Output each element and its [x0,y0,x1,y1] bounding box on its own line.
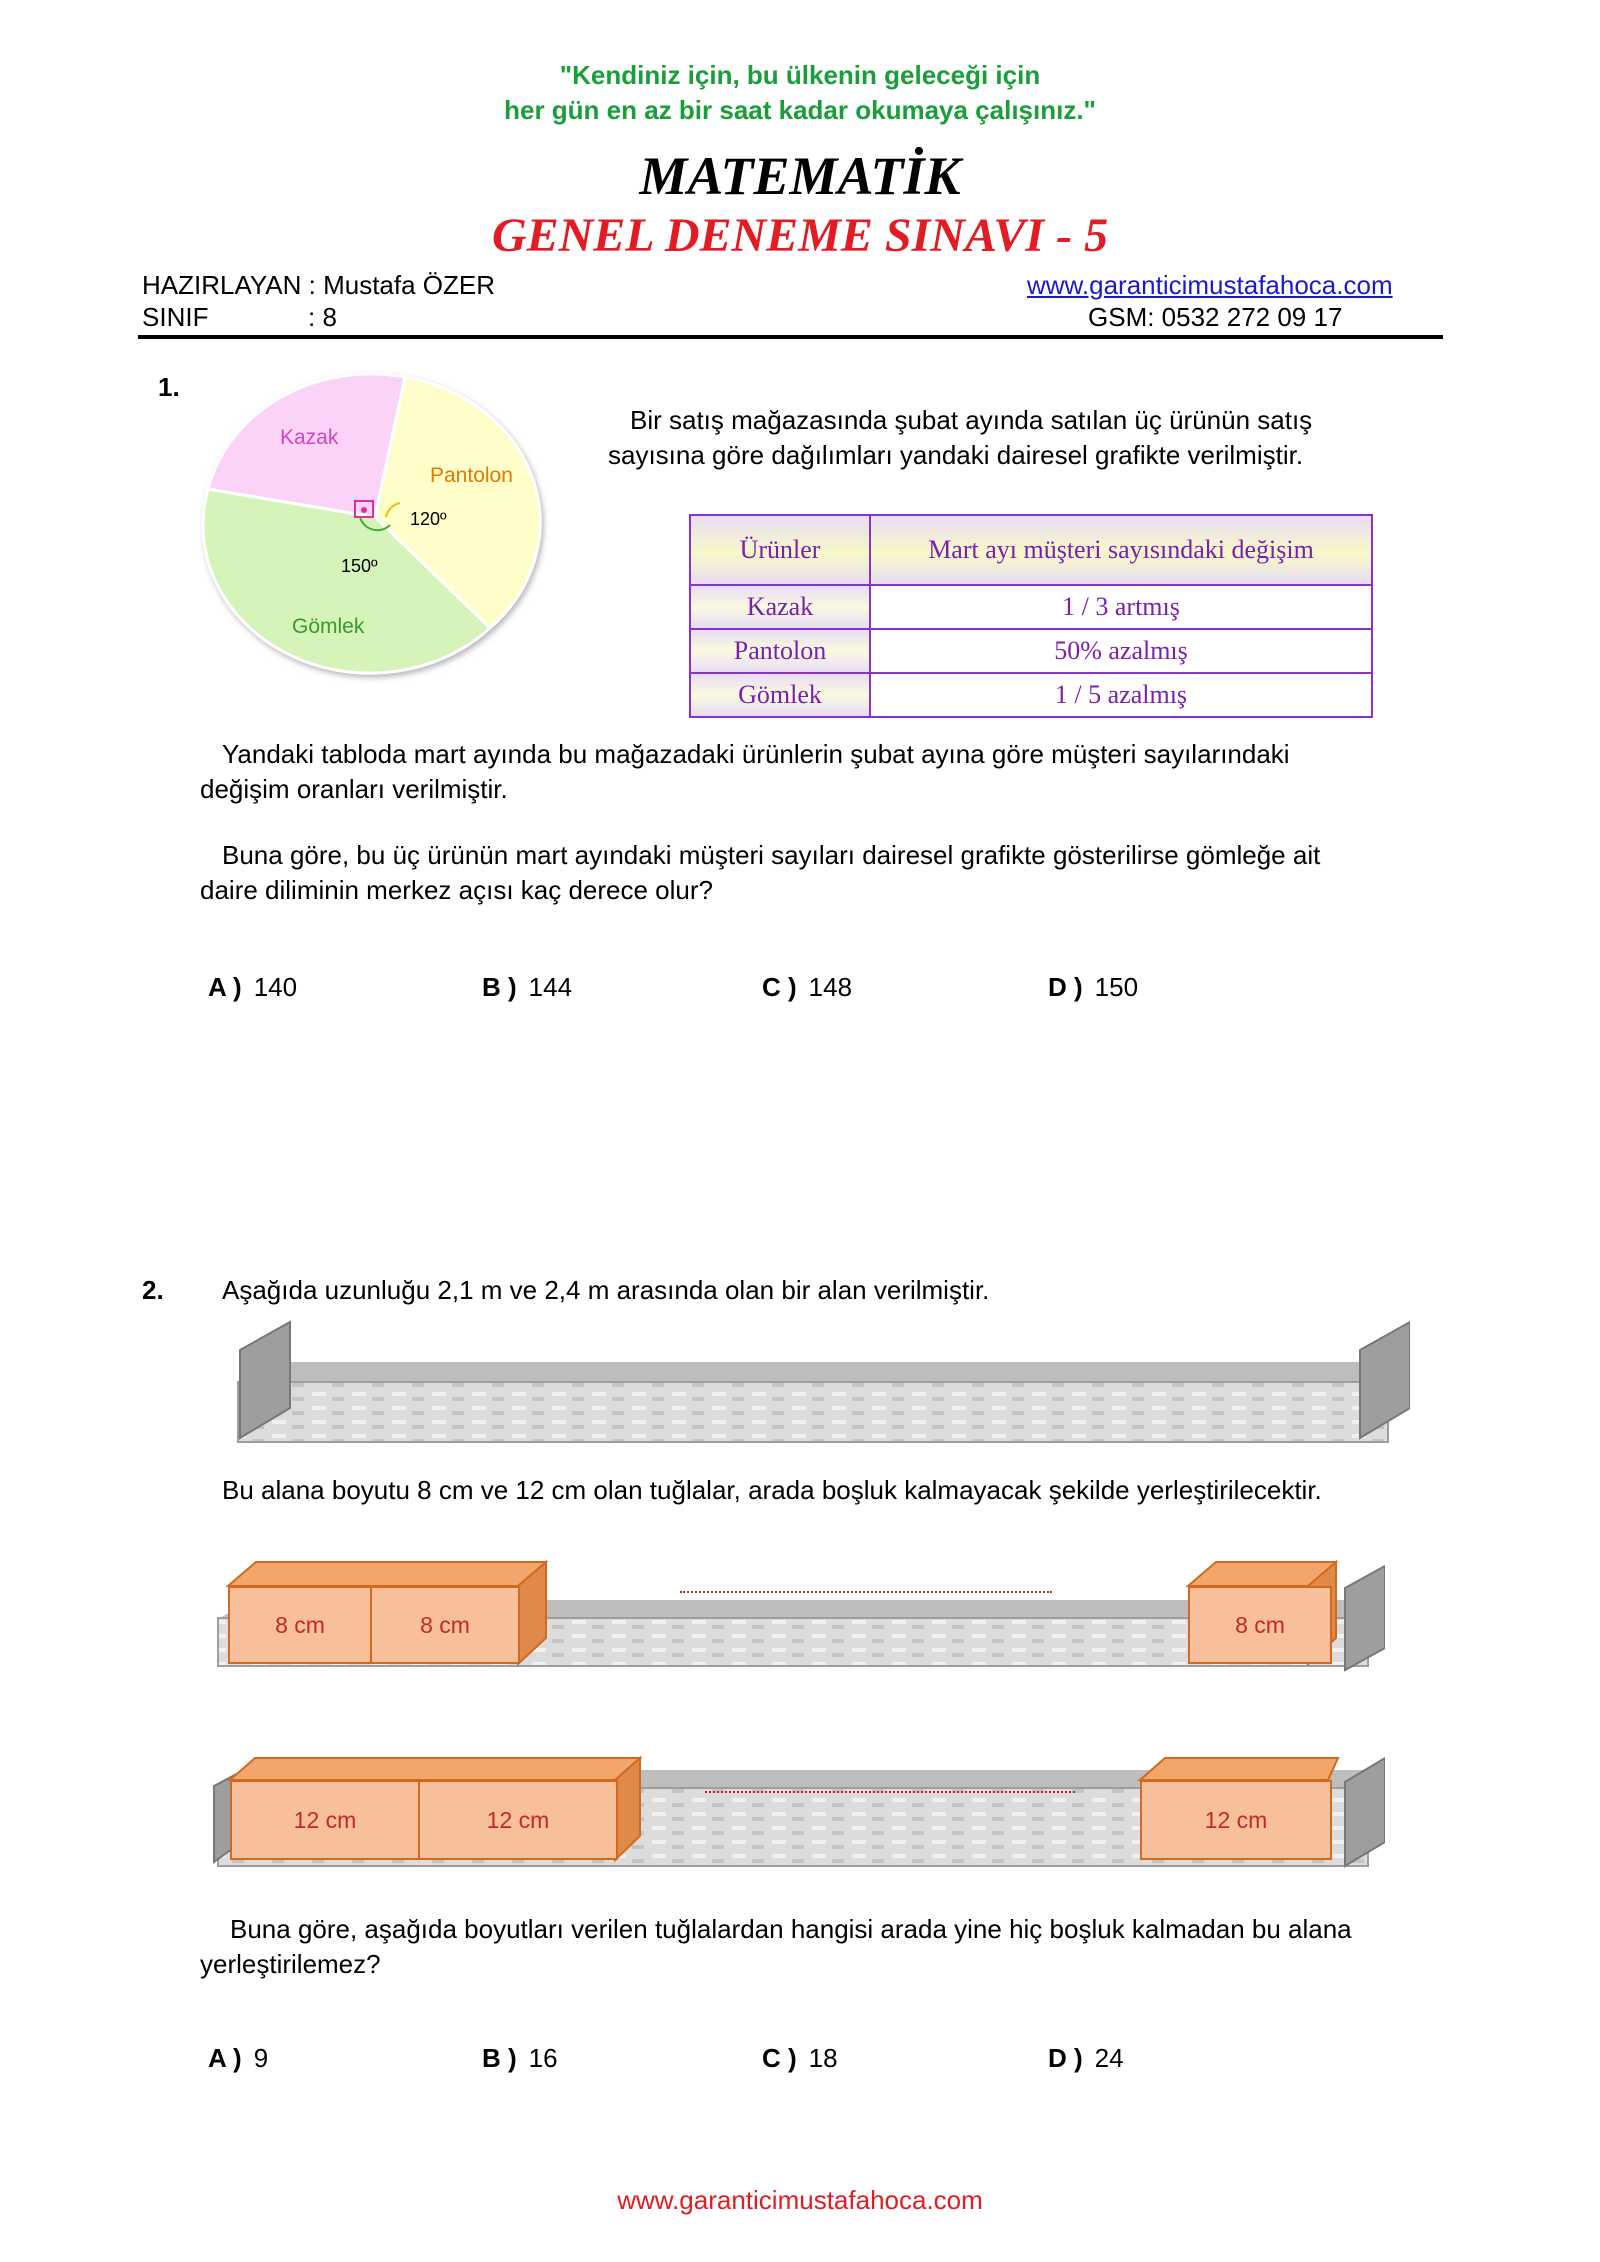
table-cell-change: 1 / 5 azalmış [870,673,1372,717]
brick-8cm: 8 cm [228,1586,372,1664]
motto-line-2: her gün en az bir saat kadar okumaya çalışınız." [504,95,1096,125]
q2-option-d[interactable] [1048,2043,1124,2074]
table-cell-change: 1 / 3 artmış [870,585,1372,629]
q1-intro-line-2: sayısına göre dağılımları yandaki dairesel grafikte verilmiştir. [608,440,1304,470]
pie-chart [200,365,550,695]
brick-8cm: 8 cm [1188,1586,1332,1664]
footer-website[interactable]: www.garanticimustafahoca.com [617,2185,983,2215]
author-label: HAZIRLAYAN : Mustafa ÖZER [142,270,496,300]
q1-text-b-line-2: daire diliminin merkez açısı kaç derece olur? [200,875,713,905]
motto-line-1: "Kendiniz için, bu ülkenin geleceği için [559,60,1041,90]
brick-12cm: 12 cm [418,1780,618,1860]
option-letter: A ) [208,2043,242,2073]
empty-area-illustration [230,1320,1410,1450]
question-1-number: 1. [158,372,180,402]
q2-option-b[interactable] [482,2043,558,2074]
table-cell-product: Pantolon [690,629,870,673]
header-divider [138,335,1443,339]
right-wall [1345,1566,1385,1670]
q1-option-d[interactable] [1048,972,1138,1003]
q1-text-a-line-1: Yandaki tabloda mart ayında bu mağazadaki ürünlerin şubat ayına göre müşteri sayılarındaki [222,739,1290,769]
q1-option-a[interactable] [208,972,297,1003]
brick-top [1140,1758,1338,1780]
option-value: 150 [1094,972,1139,1002]
table-header-cell: Mart ayı müşteri sayısındaki değişim [870,515,1372,585]
table-row [690,585,1372,629]
option-letter: D ) [1048,972,1083,1002]
table-header-row [690,515,1372,585]
option-value: 144 [528,972,573,1002]
right-angle-dot [361,507,367,513]
table-cell-change: 50% azalmış [870,629,1372,673]
option-letter: D ) [1048,2043,1083,2073]
option-letter: C ) [762,2043,797,2073]
website-link[interactable]: www.garanticimustafahoca.com [1027,270,1393,300]
table-row [690,629,1372,673]
q2-text-a: Bu alana boyutu 8 cm ve 12 cm olan tuğlalar, arada boşluk kalmayacak şekilde yerleştirilecektir. [222,1475,1322,1505]
brick-12cm: 12 cm [230,1780,420,1860]
option-value: 140 [253,972,298,1002]
angle-label-120: 120º [410,509,447,529]
pie-label-kazak: Kazak [280,426,339,449]
table-cell-product: Gömlek [690,673,870,717]
class-value: : 8 [308,302,337,332]
class-label: SINIF [142,302,209,332]
option-letter: B ) [482,2043,517,2073]
q2-option-c[interactable] [762,2043,838,2074]
option-value: 16 [528,2043,558,2073]
q1-option-b[interactable] [482,972,572,1003]
brick-8cm: 8 cm [370,1586,520,1664]
change-table [689,514,1373,718]
q2-option-a[interactable] [208,2043,268,2074]
page-title: MATEMATİK [639,146,961,206]
q1-text-b-line-1: Buna göre, bu üç ürünün mart ayındaki müşteri sayıları dairesel grafikte gösterilirse gömleğe ait [222,840,1321,870]
q2-intro: Aşağıda uzunluğu 2,1 m ve 2,4 m arasında olan bir alan verilmiştir. [222,1275,990,1305]
pie-label-gomlek: Gömlek [292,615,365,638]
brick-top [228,1562,546,1586]
gsm-number: GSM: 0532 272 09 17 [1088,302,1343,332]
table-cell-product: Kazak [690,585,870,629]
pie-label-pantolon: Pantolon [430,464,513,487]
q1-option-c[interactable] [762,972,852,1003]
option-letter: C ) [762,972,797,1002]
option-value: 18 [808,2043,838,2073]
q2-text-b-line-2: yerleştirilemez? [200,1949,381,1979]
q1-intro-line-1: Bir satış mağazasında şubat ayında satılan üç ürünün satış [630,405,1313,435]
brick-top [230,1758,640,1780]
option-value: 24 [1094,2043,1124,2073]
q2-text-b-line-1: Buna göre, aşağıda boyutları verilen tuğlalardan hangisi arada yine hiç boşluk kalmadan bu alana [230,1914,1352,1944]
right-wall [1360,1322,1410,1438]
option-letter: A ) [208,972,242,1002]
table-header-cell: Ürünler [690,515,870,585]
brick-12cm: 12 cm [1140,1780,1332,1860]
floor-slab [238,1382,1388,1442]
option-letter: B ) [482,972,517,1002]
option-value: 9 [253,2043,269,2073]
continuation-dots [680,1591,1052,1593]
option-value: 148 [808,972,853,1002]
floor-top [240,1362,1410,1382]
question-2-number: 2. [142,1275,164,1305]
angle-label-150: 150º [341,556,378,576]
continuation-dots [705,1791,1075,1793]
table-row [690,673,1372,717]
page-subtitle: GENEL DENEME SINAVI - 5 [491,209,1109,262]
q1-text-a-line-2: değişim oranları verilmiştir. [200,774,508,804]
